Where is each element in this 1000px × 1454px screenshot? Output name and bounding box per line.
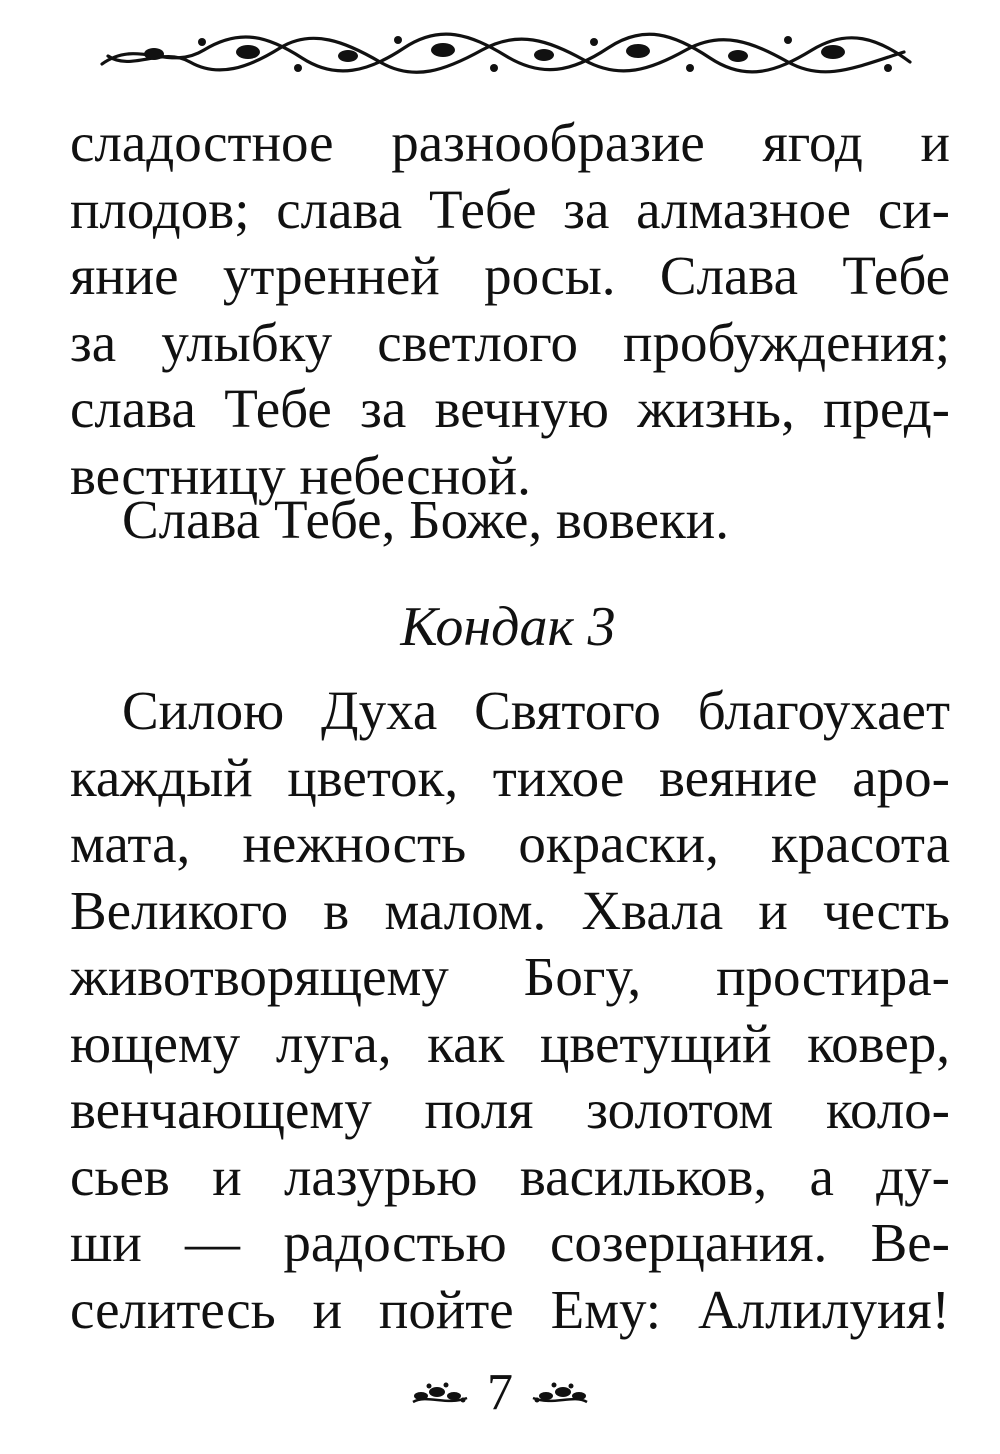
paragraph-continuation	[70, 110, 950, 509]
text-line: сьев и лазурью васильков, а ду-	[70, 1145, 950, 1207]
text-line: каждый цветок, тихое веяние аро-	[70, 746, 950, 808]
refrain-line: Слава Тебе, Боже, вовеки.	[122, 489, 729, 550]
floral-flourish-icon	[411, 1380, 469, 1406]
text-line: Великого в малом. Хвала и честь	[70, 879, 950, 941]
text-line: слава Тебе за вечную жизнь, пред-	[70, 378, 950, 439]
floral-flourish-icon	[531, 1380, 589, 1406]
text-line: яние утренней росы. Слава Тебе	[70, 245, 950, 306]
kondak-heading: Кондак 3	[400, 596, 616, 658]
floral-border-icon	[98, 28, 914, 76]
text-line: ющему луга, как цветущий ковер,	[70, 1012, 950, 1074]
text-line: селитесь и пойте Ему: Аллилуия!	[70, 1278, 950, 1340]
text-line: сладостное разнообразие ягод и	[70, 112, 950, 173]
text-line: плодов; слава Тебе за алмазное си-	[70, 178, 950, 240]
text-line: ши — радостью созерцания. Ве-	[70, 1212, 950, 1273]
text-line: венчающему поля золотом коло-	[70, 1079, 950, 1140]
text-line: Силою Духа Святого благоухает	[122, 680, 950, 741]
text-line: за улыбку светлого пробуждения;	[70, 311, 950, 373]
text-line: вестницу небесной.	[70, 444, 531, 506]
refrain-paragraph	[70, 487, 950, 554]
kondak-paragraph	[70, 678, 950, 1343]
page-number: 7	[487, 1364, 513, 1421]
text-line: животворящему Богу, простира-	[70, 946, 950, 1007]
text-line: мата, нежность окраски, красота	[70, 813, 950, 874]
page-footer	[0, 1358, 1000, 1428]
